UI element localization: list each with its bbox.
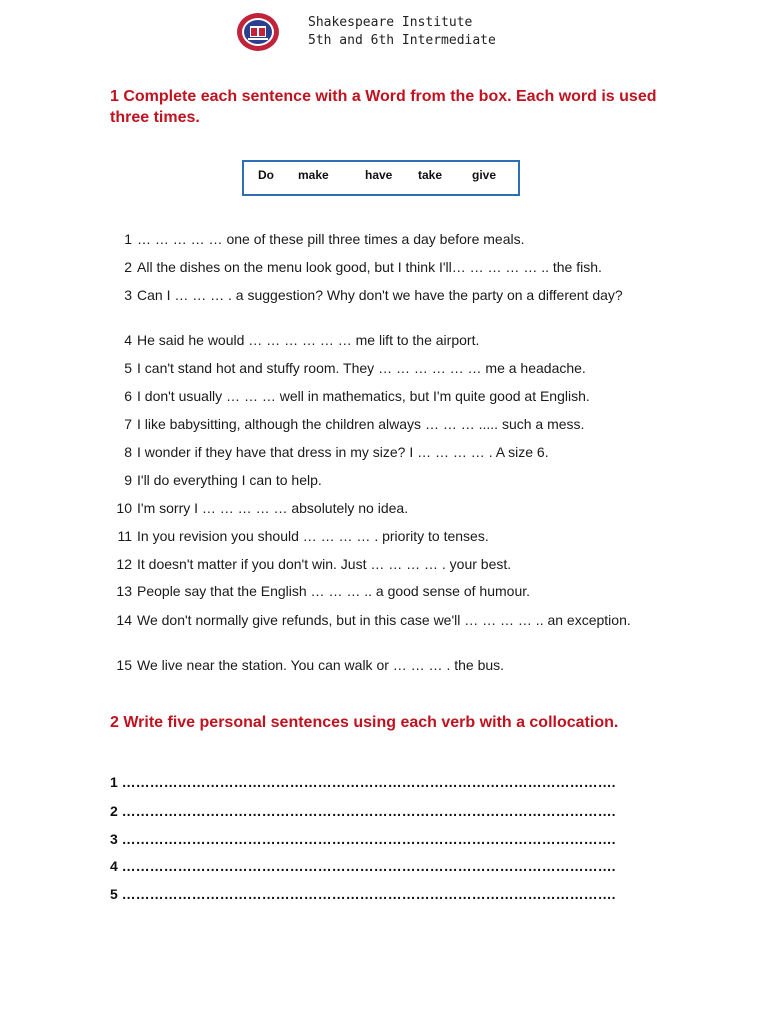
sentence-text: I like babysitting, although the children always … … … ..... such a mess.	[137, 416, 585, 432]
sentence-item	[110, 444, 650, 461]
sentence-text: In you revision you should … … … … . priority to tenses.	[137, 528, 489, 544]
word-box-item: give	[472, 168, 497, 182]
header-text	[308, 14, 608, 50]
sentence-text: I'll do everything I can to help.	[137, 472, 322, 488]
sentence-number: 11	[117, 528, 132, 544]
sentence-text: All the dishes on the menu look good, but I think I'll… … … … … .. the fish.	[137, 259, 602, 275]
sentence-text: It doesn't matter if you don't win. Just … … … … . your best.	[137, 556, 512, 572]
answer-line[interactable]: 4 …………………………………………………………………………………………….	[110, 858, 616, 874]
sentence-number: 8	[124, 444, 132, 460]
word-box-item: take	[418, 168, 443, 182]
sentence-item	[110, 360, 650, 377]
sentence-item	[110, 657, 650, 674]
sentence-text: … … … … … one of these pill three times a day before meals.	[137, 231, 525, 247]
sentence-number: 15	[116, 657, 132, 673]
sentence-item	[110, 388, 650, 405]
sentence-item	[110, 231, 650, 248]
sentence-text: People say that the English … … … .. a good sense of humour.	[137, 583, 531, 599]
institute-logo	[236, 12, 280, 52]
sentence-item	[110, 332, 650, 349]
sentence-text: He said he would … … … … … … me lift to the airport.	[137, 332, 480, 348]
sentence-item	[110, 500, 650, 517]
sentence-item	[110, 287, 650, 304]
sentence-text: I don't usually … … … well in mathematics, but I'm quite good at English.	[137, 388, 590, 404]
exercise-2-title: 2 Write five personal sentences using each verb with a collocation.	[110, 714, 619, 731]
sentence-number: 2	[124, 259, 132, 275]
sentence-number: 1	[124, 231, 132, 247]
institute-name: Shakespeare Institute	[308, 15, 473, 30]
sentence-text: I'm sorry I … … … … … absolutely no idea.	[137, 500, 409, 516]
word-box-item: Do	[258, 168, 274, 182]
exercise-1-title: 1 Complete each sentence with a Word from the box. Each word is used three times.	[110, 88, 657, 126]
sentence-number: 5	[124, 360, 132, 376]
word-box-item: have	[365, 168, 393, 182]
sentence-item	[110, 612, 650, 629]
sentence-item	[110, 472, 650, 489]
sentence-number: 9	[124, 472, 132, 488]
answer-line[interactable]: 2 …………………………………………………………………………………………….	[110, 803, 616, 819]
answer-line[interactable]: 3 …………………………………………………………………………………………….	[110, 831, 616, 847]
sentence-text: I wonder if they have that dress in my size? I … … … … . A size 6.	[137, 444, 549, 460]
word-box-item: make	[298, 168, 329, 182]
sentence-item	[110, 528, 650, 545]
sentence-item	[110, 583, 650, 600]
sentence-number: 12	[116, 556, 132, 572]
sentence-text: We live near the station. You can walk or … … … . the bus.	[137, 657, 505, 673]
sentence-item	[110, 259, 650, 276]
sentence-number: 4	[124, 332, 132, 348]
course-level: 5th and 6th Intermediate	[308, 33, 496, 48]
sentence-number: 10	[116, 500, 132, 516]
word-box	[242, 160, 520, 196]
sentence-number: 7	[124, 416, 132, 432]
sentence-text: Can I … … … . a suggestion? Why don't we have the party on a different day?	[137, 287, 623, 303]
sentence-number: 13	[116, 583, 132, 599]
answer-line[interactable]: 1 …………………………………………………………………………………………….	[110, 774, 616, 790]
answer-line[interactable]: 5 …………………………………………………………………………………………….	[110, 886, 616, 902]
sentence-number: 14	[116, 612, 132, 628]
sentence-text: I can't stand hot and stuffy room. They … … … … … … me a headache.	[137, 360, 586, 376]
sentence-item	[110, 556, 650, 573]
sentence-number: 3	[124, 287, 132, 303]
sentence-item	[110, 416, 650, 433]
sentence-number: 6	[124, 388, 132, 404]
sentence-text: We don't normally give refunds, but in this case we'll … … … … .. an exception.	[137, 612, 631, 628]
